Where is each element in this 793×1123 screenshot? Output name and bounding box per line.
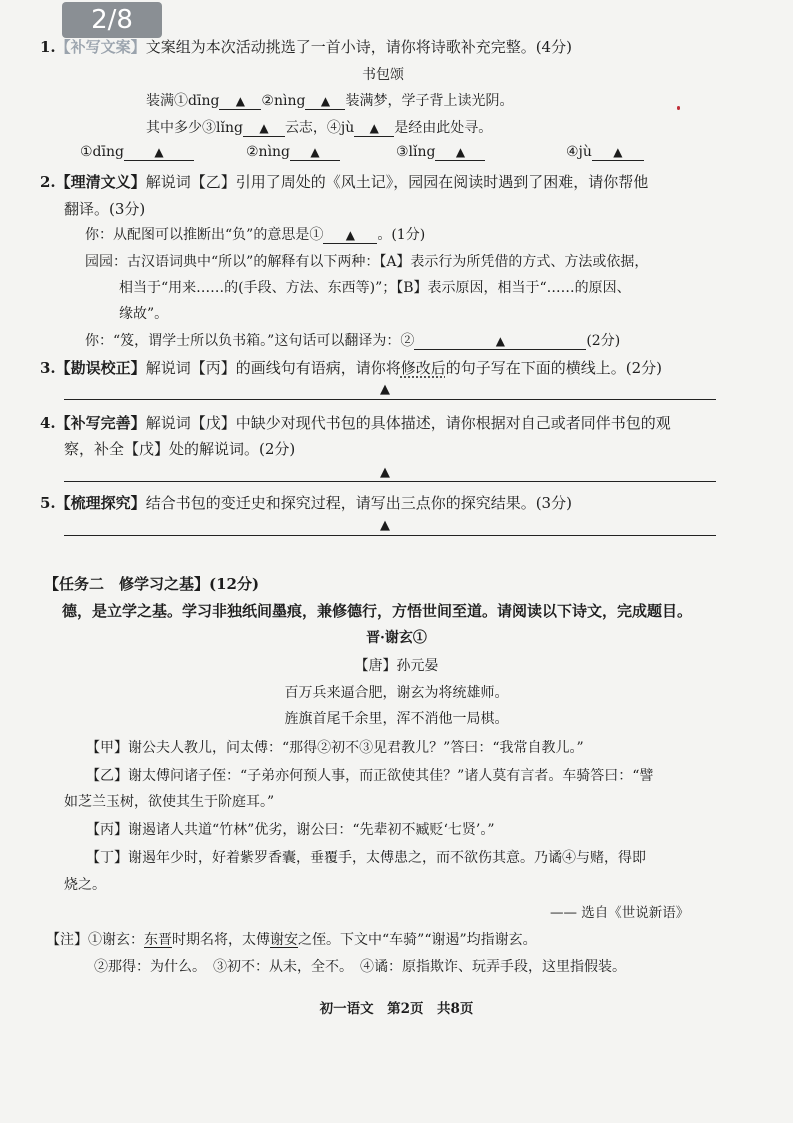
answer-label-4: ④jù — [566, 144, 592, 160]
answer-blank-2[interactable] — [246, 144, 340, 161]
passage-yi-line-2: 如芝兰玉树，欲使其生于阶庭耳。” — [64, 794, 275, 810]
page-footer: 初一语文 第2页 共8页 — [319, 1001, 474, 1017]
red-ink-mark — [677, 106, 680, 110]
answer-blank-4[interactable] — [566, 144, 644, 161]
answer-line-5[interactable] — [64, 535, 716, 536]
question-5-tag: 【梳理探究】 — [55, 494, 146, 512]
poem-title-shubaosong: 书包颂 — [362, 67, 404, 83]
annotation-line-1 — [46, 929, 537, 949]
annotation-1-dynasty: 东晋 — [144, 932, 172, 948]
task-2-heading: 【任务二 修学习之基】(12分) — [44, 575, 260, 593]
blank-triangle-icon: ▲ — [320, 94, 331, 108]
question-2-text-line-2: 翻译。(3分) — [64, 200, 146, 218]
poem-blank-3 — [243, 120, 285, 137]
answer-line-3-triangle-icon: ▲ — [380, 382, 390, 397]
poem-line-1-part-c: 装满梦，学子背上读光阴。 — [345, 93, 514, 109]
passage-bing: 【丙】谢遏诸人共道“竹林”优劣，谢公曰：“先辈初不臧贬‘七贤’。” — [86, 822, 495, 838]
answer-blank-1[interactable] — [80, 144, 194, 161]
question-1-prompt — [40, 36, 572, 57]
poem-line-2-part-c: 是经由此处寻。 — [394, 120, 493, 136]
poem-line-1 — [146, 90, 513, 110]
blank-triangle-icon: ▲ — [495, 334, 505, 348]
question-5-text: 结合书包的变迁史和探究过程，请写出三点你的探究结果。(3分) — [145, 494, 572, 512]
passage-ding-line-2: 烧之。 — [64, 877, 106, 893]
question-3-prompt — [40, 357, 662, 378]
question-4-prompt — [40, 412, 671, 433]
question-3-emphasis-text: 修改后 — [400, 359, 446, 377]
answer-label-1: ①dīng — [80, 144, 124, 160]
annotation-1-part-a: 【注】①谢玄： — [46, 932, 144, 948]
question-4-text-line-2: 察，补全【戊】处的解说词。(2分) — [64, 440, 296, 458]
blank-triangle-icon: ▲ — [369, 121, 379, 135]
annotation-1-part-b: 时期名将，太傅 — [172, 932, 270, 948]
question-2-text-line-1: 解说词【乙】引用了周处的《风土记》，园园在阅读时遇到了困难，请你帮他 — [145, 173, 649, 191]
poem-line-2-part-a: 其中多少③lǐng — [146, 120, 243, 136]
you-line-2-end: (2分) — [586, 333, 621, 349]
answer-blank-3[interactable] — [396, 144, 485, 161]
question-2-you-line-2 — [85, 330, 620, 350]
answer-blank-2-2[interactable] — [414, 333, 586, 350]
question-2-yuan-line-1: 园园：古汉语词典中“所以”的解释有以下两种：【A】表示行为所凭借的方式、方法或依据， — [85, 254, 649, 270]
poem-verse-line-1: 百万兵来逼合肥，谢玄为将统雄师。 — [284, 685, 509, 701]
question-3-text-a: 解说词【丙】的画线句有语病，请你将 — [145, 359, 401, 377]
poem-blank-2 — [305, 93, 345, 110]
passage-ding-line-1: 【丁】谢遏年少时，好着紫罗香囊，垂覆手，太傅患之，而不欲伤其意。乃谲④与赌，得即 — [86, 850, 646, 866]
question-4-number: 4. — [40, 414, 56, 432]
poem-author: 【唐】孙元晏 — [354, 658, 439, 674]
question-1-number: 1. — [40, 38, 56, 56]
annotation-line-2: ②那得：为什么。 ③初不：从未，全不。 ④谲：原指欺诈、玩弄手段，这里指假装。 — [94, 959, 626, 975]
poem-line-1-part-a: 装满①dīng — [146, 93, 220, 109]
question-5-prompt — [40, 492, 572, 513]
answer-line-4-triangle-icon: ▲ — [380, 465, 390, 480]
task-2-intro: 德，是立学之基。学习非独纸间墨痕，兼修德行，方悟世间至道。请阅读以下诗文，完成题目。 — [62, 602, 693, 620]
question-2-you-line-1 — [85, 224, 425, 244]
blank-triangle-icon: ▲ — [259, 121, 269, 135]
poem-title-jin-xiexuan: 晋·谢玄① — [366, 630, 427, 646]
answer-line-3[interactable] — [64, 399, 716, 400]
blank-triangle-icon: ▲ — [455, 145, 466, 159]
poem-line-2-part-b: 云志，④jù — [284, 120, 355, 136]
poem-line-2 — [146, 117, 492, 137]
annotation-1-name: 谢安 — [270, 932, 298, 948]
question-4-text-line-1: 解说词【戊】中缺少对现代书包的具体描述，请你根据对自己或者同伴书包的观 — [145, 414, 671, 432]
question-2-yuan-line-2: 相当于“用来……的(手段、方法、东西等)”；【B】表示原因，相当于“……的原因、 — [119, 280, 631, 296]
poem-blank-4 — [354, 120, 394, 137]
you-line-1-end: 。(1分) — [377, 227, 426, 243]
question-3-number: 3. — [40, 359, 56, 377]
page-indicator-badge: 2/8 — [62, 2, 162, 38]
question-3-text-b: 的句子写在下面的横线上。(2分) — [445, 359, 662, 377]
question-1-text: 文案组为本次活动挑选了一首小诗，请你将诗歌补充完整。(4分) — [145, 38, 572, 56]
passage-source: —— 选自《世说新语》 — [550, 905, 690, 921]
question-2-yuan-line-3: 缘故”。 — [119, 306, 169, 322]
passage-jia: 【甲】谢公夫人教儿，问太傅：“那得②初不③见君教儿？”答曰：“我常自教儿。” — [86, 740, 584, 756]
poem-blank-1 — [219, 93, 261, 110]
blank-triangle-icon: ▲ — [235, 94, 246, 108]
question-2-number: 2. — [40, 173, 56, 191]
you-line-2-text: 你：“笈，谓学士所以负书箱。”这句话可以翻译为：② — [85, 333, 415, 349]
answer-blank-2-1[interactable] — [323, 227, 377, 244]
answer-line-4[interactable] — [64, 481, 716, 482]
blank-triangle-icon: ▲ — [345, 228, 355, 242]
annotation-1-part-c: 之侄。下文中“车骑”“谢遏”均指谢玄。 — [298, 932, 537, 948]
question-3-tag: 【勘误校正】 — [55, 359, 146, 377]
question-5-number: 5. — [40, 494, 56, 512]
question-2-tag: 【理清文义】 — [55, 173, 146, 191]
answer-label-3: ③lǐng — [396, 144, 436, 160]
question-4-tag: 【补写完善】 — [55, 414, 146, 432]
blank-triangle-icon: ▲ — [154, 145, 164, 159]
answer-label-2: ②nìng — [246, 144, 291, 160]
passage-yi-line-1: 【乙】谢太傅问诸子侄：“子弟亦何预人事，而正欲使其佳？”诸人莫有言者。车骑答曰：“譬 — [86, 768, 654, 784]
poem-line-1-part-b: ②nìng — [261, 93, 306, 109]
answer-line-5-triangle-icon: ▲ — [380, 518, 390, 533]
question-1-tag: 【补写文案】 — [55, 38, 146, 56]
poem-verse-line-2: 旌旗首尾千余里，浑不消他一局棋。 — [284, 711, 509, 727]
you-line-1-text: 你：从配图可以推断出“负”的意思是① — [85, 227, 324, 243]
question-2-prompt — [40, 171, 648, 192]
blank-triangle-icon: ▲ — [310, 145, 320, 159]
blank-triangle-icon: ▲ — [613, 145, 623, 159]
